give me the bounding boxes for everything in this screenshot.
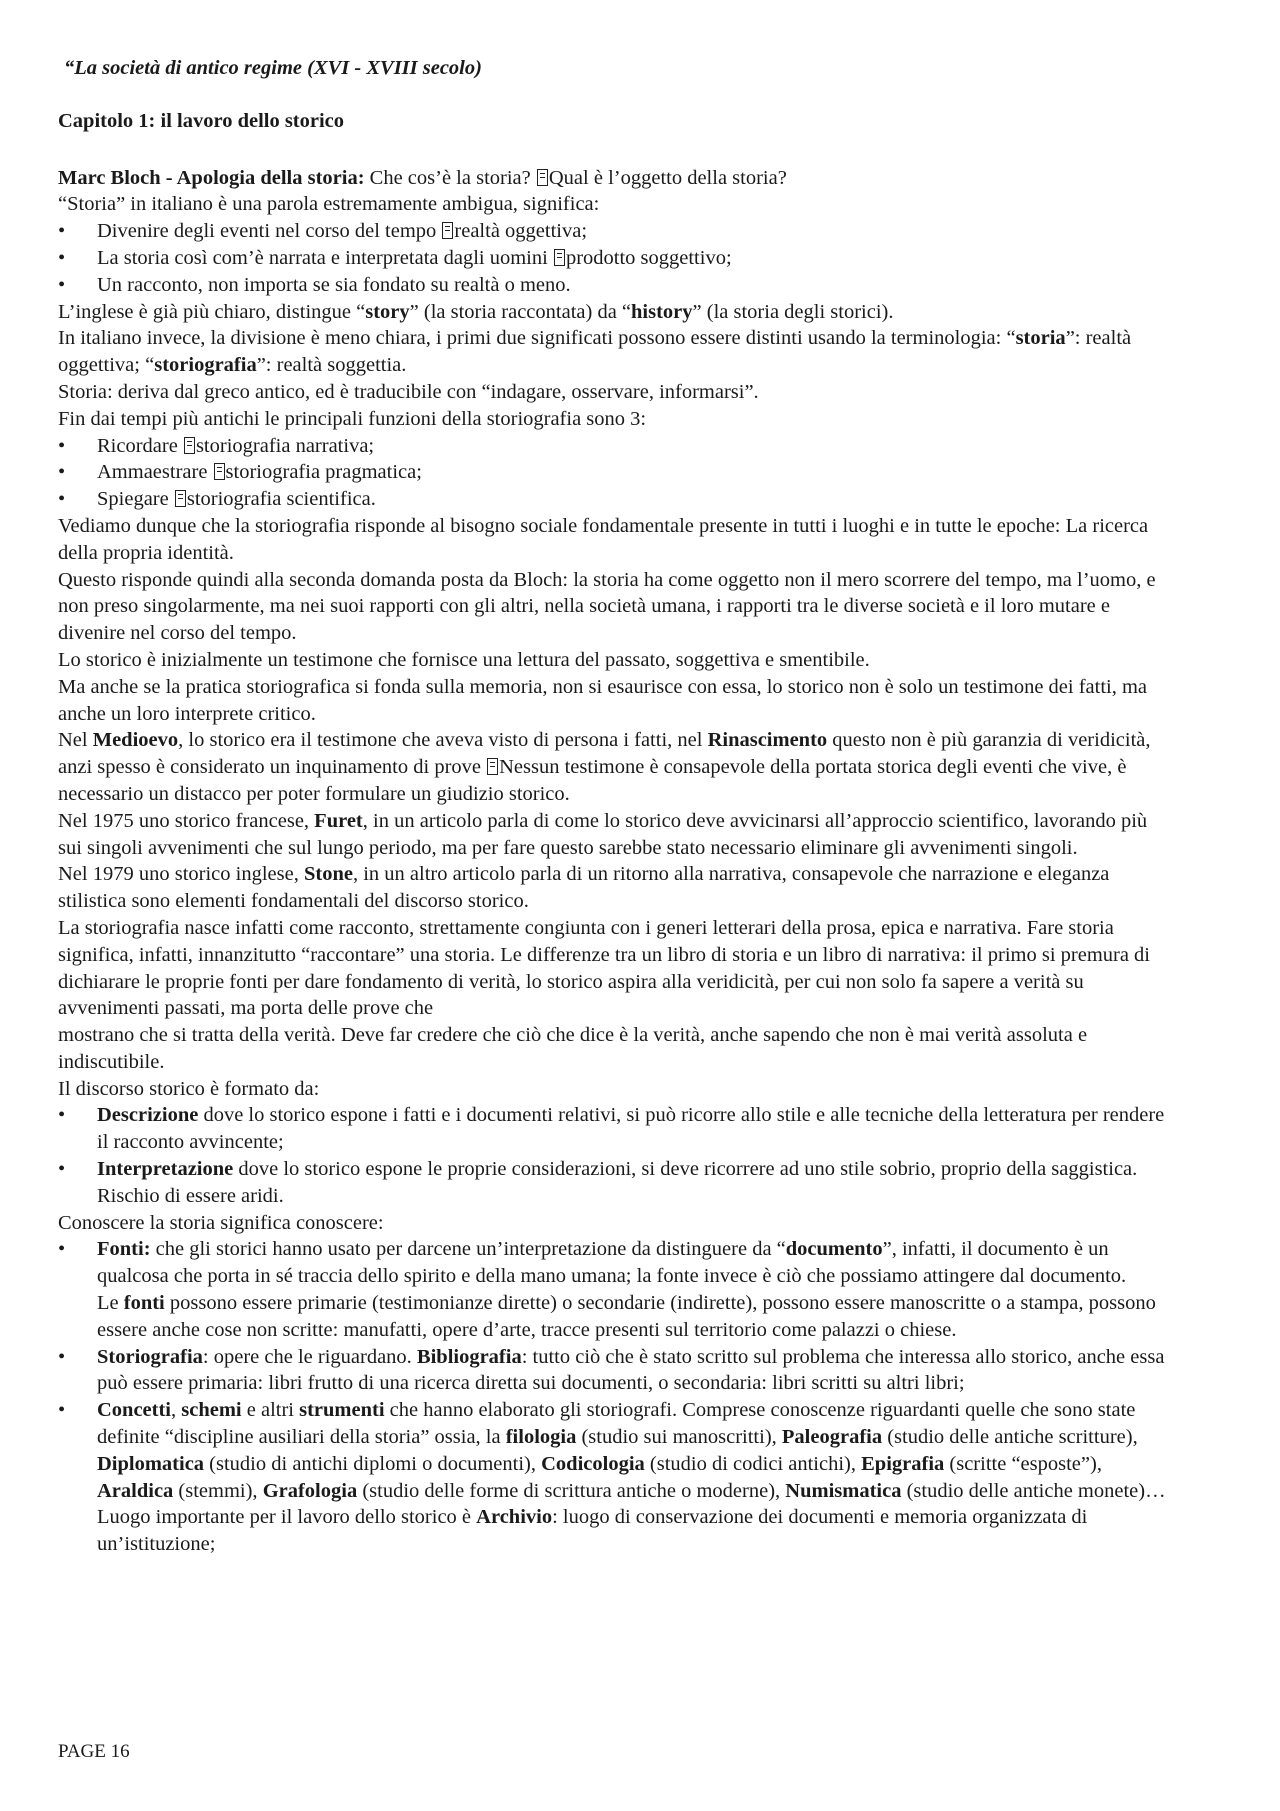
text-run: ,	[171, 1399, 182, 1422]
bloch-question-1: Che cos’è la storia?	[364, 166, 536, 189]
text-run: che hanno elaborato gli storiografi. Comprese conoscenze riguardanti quelle che sono state definite “discipline ausiliari della storia” ossia, la	[97, 1399, 1136, 1449]
text-run: ” (la storia raccontata) da “	[409, 300, 632, 323]
text-run: (studio di codici antichi),	[644, 1452, 862, 1475]
text-run: (studio delle antiche monete)… Luogo importante per il lavoro dello storico è	[97, 1479, 1166, 1529]
bloch-question-2: Qual è l’oggetto della storia?	[548, 166, 787, 189]
list-item-text: La storia così com’è narrata e interpretata dagli uomini	[97, 246, 553, 269]
list-item	[58, 433, 1168, 460]
bold-term: Stone	[303, 863, 353, 886]
italiano-paragraph	[58, 325, 1168, 379]
missing-glyph-icon	[175, 490, 186, 507]
bullet-icon: •	[58, 1399, 66, 1422]
text-run: (studio sui manoscritti),	[576, 1426, 782, 1449]
list-item-concetti	[58, 1397, 1168, 1558]
medioevo-paragraph	[58, 727, 1168, 807]
missing-glyph-icon	[487, 758, 498, 775]
list-item-text: prodotto soggettivo;	[565, 246, 732, 269]
text-run: (studio delle antiche scritture),	[882, 1426, 1138, 1449]
discorso-list	[58, 1102, 1168, 1209]
text-run: (scritte “esposte”),	[944, 1452, 1102, 1475]
bold-term: umismatica	[800, 1479, 902, 1502]
list-item-text: Ricordare	[97, 434, 183, 457]
text-run: L’inglese è già più chiaro, distingue “	[58, 300, 366, 323]
list-item-fonti	[58, 1236, 1168, 1343]
text-run: , in un articolo parla di come lo storico deve avvicinarsi all’approccio scientifico, lavorando più sui singoli avvenimenti che sul lungo periodo, ma per fare questo sarebbe stato necessario eliminare gli avvenimenti singoli.	[58, 809, 1148, 859]
text-run: ” (la storia degli storici).	[692, 300, 894, 323]
bold-term: documento	[785, 1238, 883, 1261]
bold-term: storia	[1015, 327, 1066, 350]
text-run: Nel 1975 uno storico francese,	[58, 809, 315, 832]
list-item-text: storiografia narrativa;	[195, 434, 375, 457]
bold-term: N	[785, 1479, 801, 1502]
missing-glyph-icon	[214, 463, 225, 480]
bold-term: Codicologia	[541, 1452, 645, 1475]
bold-term: Furet	[314, 809, 363, 832]
text-run: Le	[97, 1292, 124, 1315]
bold-term: Fonti:	[97, 1238, 151, 1261]
bold-term: Bibliografia	[416, 1345, 522, 1368]
bold-term: story	[365, 300, 410, 323]
identita-paragraph: Vediamo dunque che la storiografia risponde al bisogno sociale fondamentale presente in tutti i luoghi e in tutte le epoche: La ricerca della propria identità.	[58, 514, 1149, 564]
bold-term: history	[631, 300, 693, 323]
storia-intro: “Storia” in italiano è una parola estremamente ambigua, significa:	[58, 193, 600, 216]
bold-term: Diplomatica	[97, 1452, 205, 1475]
document-page	[58, 55, 1168, 1558]
bloch-paragraph	[58, 165, 1168, 192]
list-item-text: Un racconto, non importa se sia fondato su realtà o meno.	[97, 273, 571, 296]
bold-term: Storiografia	[97, 1345, 203, 1368]
list-item-text: storiografia pragmatica;	[225, 461, 422, 484]
bold-term: Concetti	[97, 1399, 172, 1422]
bold-term: Rinascimento	[707, 729, 828, 752]
document-title: “La società di antico regime (XVI - XVIII secolo)	[64, 57, 482, 79]
list-item	[58, 459, 1168, 486]
stone-paragraph	[58, 861, 1168, 915]
bold-term: Medioevo	[92, 729, 179, 752]
text-run: : tutto ciò che è stato scritto sul problema che interessa allo storico, anche essa può essere primaria: libri frutto di una ricerca diretta sui documenti, o secondaria: libri scritti su altri libri;	[97, 1345, 1165, 1395]
list-item	[58, 1102, 1168, 1156]
list-item-text: dove lo storico espone le proprie considerazioni, si deve ricorrere ad uno stile sobrio, proprio della saggistica. Rischio di essere aridi.	[97, 1158, 1138, 1207]
missing-glyph-icon	[537, 169, 548, 186]
bullet-icon: •	[58, 273, 66, 296]
bold-term: schemi	[181, 1399, 242, 1422]
bullet-icon: •	[58, 434, 66, 457]
bold-term: Epigrafia	[861, 1452, 945, 1475]
bullet-icon: •	[58, 488, 66, 511]
missing-glyph-icon	[442, 222, 453, 239]
list-item	[58, 272, 1168, 299]
text-run: possono essere primarie (testimonianze dirette) o secondarie (indirette), possono essere manoscritte o a stampa, possono essere anche cose non scritte: manufatti, opere d’arte, tracce presenti sul territorio come palazzi o chiese.	[97, 1292, 1156, 1341]
deriva-paragraph: Storia: deriva dal greco antico, ed è traducibile con “indagare, osservare, informarsi”.	[58, 380, 759, 403]
bullet-icon: •	[58, 1238, 66, 1261]
text-run: Nessun testimone è consapevole della portata storica degli eventi che vive, è necessario un distacco per poter formulare un giudizio storico.	[58, 756, 1127, 805]
bold-term: Descrizione	[97, 1104, 199, 1127]
bold-term: Interpretazione	[97, 1158, 234, 1181]
bullet-icon: •	[58, 246, 66, 269]
bullet-icon: •	[58, 220, 66, 243]
text-run: (studio delle forme di scrittura antiche o moderne),	[357, 1479, 786, 1502]
list-item	[58, 245, 1168, 272]
text-run: Nel	[58, 729, 93, 752]
text-run: , lo storico era il testimone che aveva visto di persona i fatti, nel	[178, 729, 708, 752]
bold-term: fonti	[123, 1292, 165, 1315]
discorso-intro: Il discorso storico è formato da:	[58, 1077, 320, 1100]
racconto-paragraph-continued: mostrano che si tratta della verità. Deve far credere che ciò che dice è la verità, anche sapendo che non è mai verità assoluta e indiscutibile.	[58, 1024, 1088, 1073]
missing-glyph-icon	[184, 437, 195, 454]
text-run: ”: realtà oggettiva; “	[58, 327, 1132, 377]
furet-paragraph	[58, 808, 1168, 862]
page-footer: PAGE 16	[58, 1741, 130, 1762]
bloch-answer-paragraph: Questo risponde quindi alla seconda domanda posta da Bloch: la storia ha come oggetto non il mero scorrere del tempo, ma l’uomo, e non preso singolarmente, ma nei suoi rapporti con gli altri, nella società umana, i rapporti tra le diverse società e il loro mutare e divenire nel corso del tempo.	[58, 568, 1156, 645]
text-run: ”: realtà soggettia.	[256, 354, 407, 377]
text-run: (studio di antichi diplomi o documenti),	[204, 1452, 542, 1475]
memoria-paragraph: Ma anche se la pratica storiografica si fonda sulla memoria, non si esaurisce con essa, lo storico non è solo un testimone dei fatti, ma anche un loro interprete critico.	[58, 675, 1148, 725]
list-item	[58, 1156, 1168, 1210]
bold-term: Araldica	[97, 1479, 174, 1502]
list-item-storiografia	[58, 1344, 1168, 1398]
text-run: questo non è più garanzia di veridicità, anzi spesso è considerato un inquinamento di prove	[58, 729, 1151, 779]
text-run: : luogo di conservazione dei documenti e memoria organizzata di un’istituzione;	[97, 1506, 1088, 1556]
bold-term: Archivio	[476, 1506, 553, 1529]
racconto-paragraph: La storiografia nasce infatti come racconto, strettamente congiunta con i generi letterari della prosa, epica e narrativa. Fare storia significa, infatti, innanzitutto “raccontare” una storia. Le differenze tra un libro di storia e un libro di narrativa: il primo si premura di dichiarare le proprie fonti per dare fondamento di verità, lo storico aspira alla veridicità, per cui non solo fa sapere a verità su avvenimenti passati, ma porta delle prove che	[58, 916, 1151, 1020]
funzioni-intro: Fin dai tempi più antichi le principali funzioni della storiografia sono 3:	[58, 407, 647, 430]
text-run: e altri	[241, 1399, 300, 1422]
text-run: , in un altro articolo parla di un ritorno alla narrativa, consapevole che narrazione e eleganza stilistica sono elementi fondamentali del discorso storico.	[58, 863, 1110, 913]
list-item-text: Spiegare	[97, 488, 174, 511]
conoscere-intro: Conoscere la storia significa conoscere:	[58, 1211, 384, 1234]
list-item-text: storiografia scientifica.	[186, 488, 376, 511]
text-run: Nel 1979 uno storico inglese,	[58, 863, 304, 886]
list-item-text: Ammaestrare	[97, 461, 213, 484]
bold-term: strumenti	[299, 1399, 385, 1422]
list-item	[58, 218, 1168, 245]
conoscere-list	[58, 1236, 1168, 1558]
significati-list	[58, 218, 1168, 298]
inglese-paragraph	[58, 299, 1168, 326]
testimone-paragraph: Lo storico è inizialmente un testimone che fornisce una lettura del passato, soggettiva e smentibile.	[58, 648, 870, 671]
list-item-text: Divenire degli eventi nel corso del tempo	[97, 220, 442, 243]
bold-term: Grafologia	[262, 1479, 358, 1502]
funzioni-list	[58, 433, 1168, 513]
bold-term: storiografia	[154, 354, 257, 377]
bold-term: Paleografia	[781, 1426, 883, 1449]
bullet-icon: •	[58, 1104, 66, 1127]
list-item-text: realtà oggettiva;	[454, 220, 588, 243]
bullet-icon: •	[58, 1158, 66, 1181]
text-run: In italiano invece, la divisione è meno chiara, i primi due significati possono essere distinti usando la terminologia: “	[58, 327, 1016, 350]
text-run: ”, infatti, il documento è un qualcosa che porta in sé traccia dello spirito e della mano umana; la fonte invece è ciò che possiamo attingere dal documento.	[97, 1238, 1127, 1288]
missing-glyph-icon	[554, 249, 565, 266]
text-run: : opere che le riguardano.	[202, 1345, 417, 1368]
list-item	[58, 486, 1168, 513]
bloch-lead: Marc Bloch - Apologia della storia:	[58, 166, 365, 189]
chapter-heading: Capitolo 1: il lavoro dello storico	[58, 109, 345, 132]
bullet-icon: •	[58, 1345, 66, 1368]
bold-term: filologia	[505, 1426, 577, 1449]
list-item-text: dove lo storico espone i fatti e i documenti relativi, si può ricorre allo stile e alle tecniche della letteratura per rendere il racconto avvincente;	[97, 1104, 1165, 1154]
text-run: (stemmi),	[173, 1479, 263, 1502]
bullet-icon: •	[58, 461, 66, 484]
text-run: che gli storici hanno usato per darcene un’interpretazione da distinguere da “	[150, 1238, 786, 1261]
